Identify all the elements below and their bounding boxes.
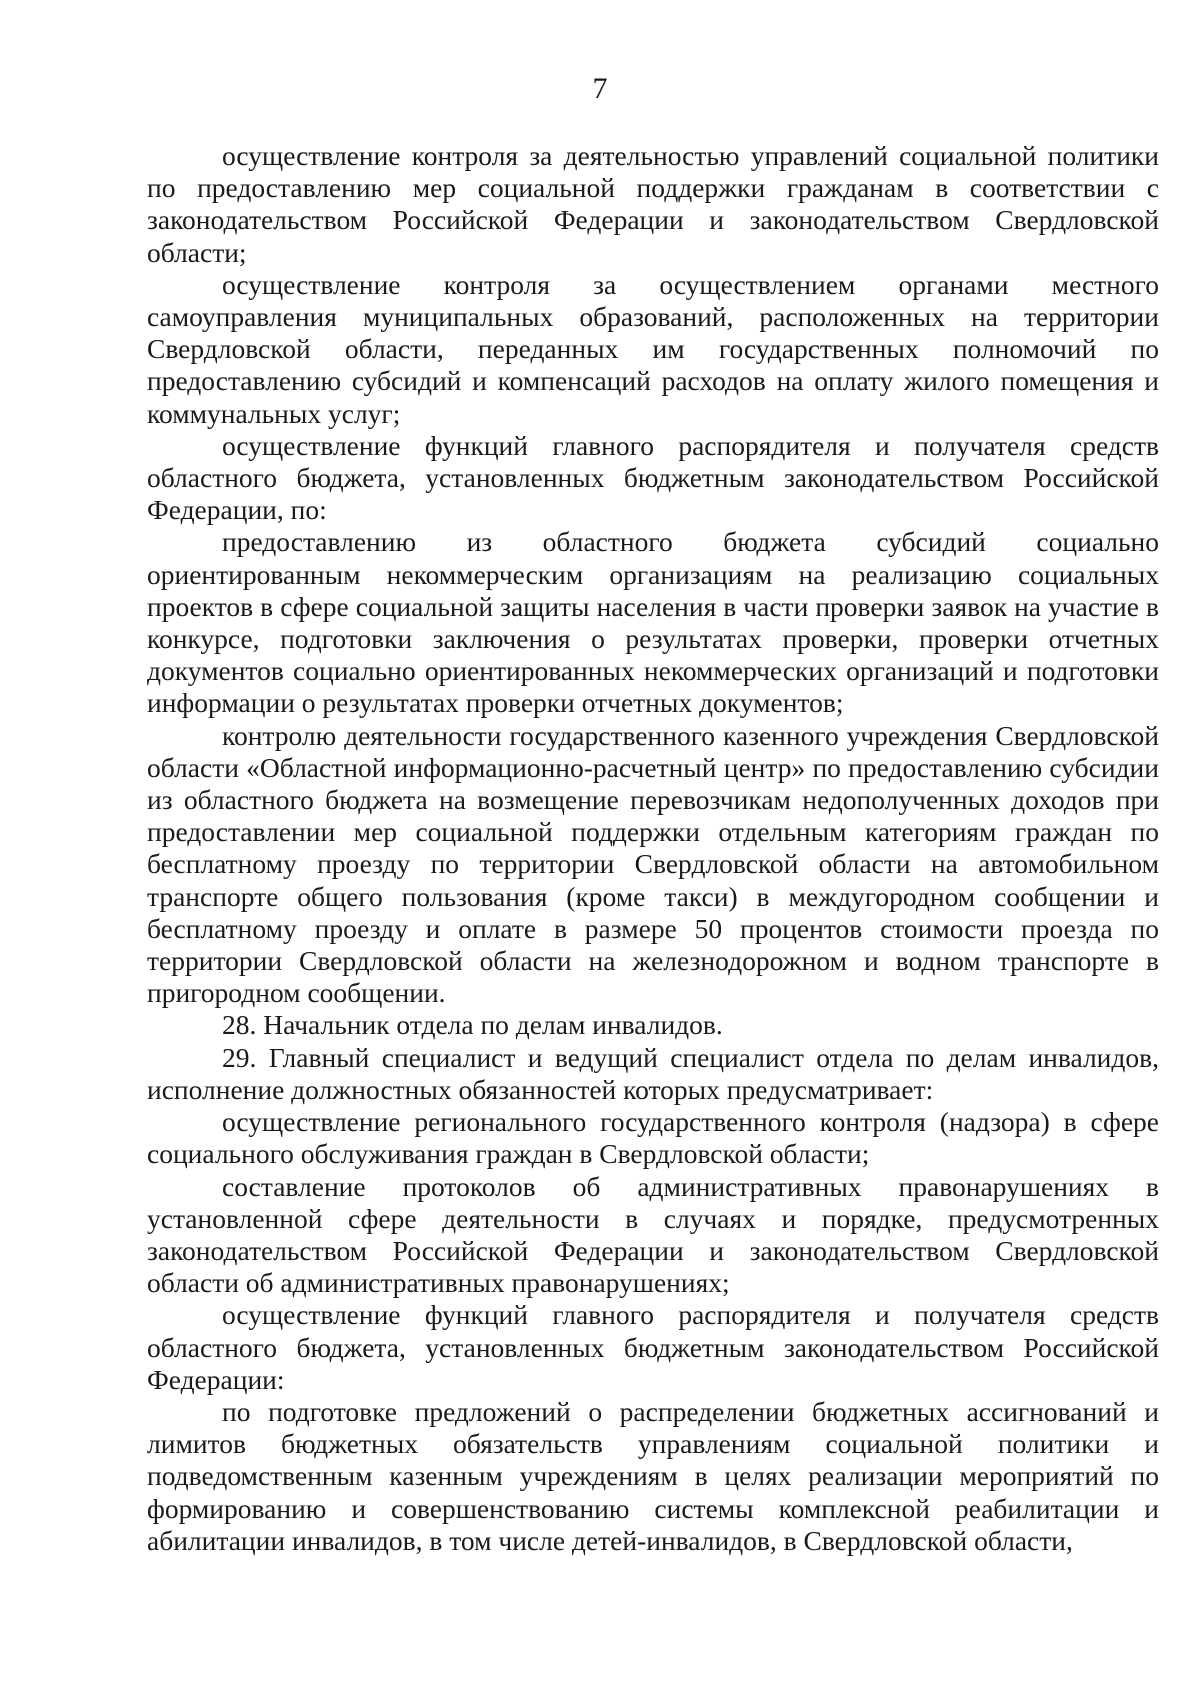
paragraph-rehabilitation: по подготовке предложений о распределении бюджетных ассигнований и лимитов бюджетных обязательств управлениям социальной политики и подведомственным казенным учреждениям в целях реализации мероприятий по формированию и совершенствованию системы комплексной реабилитации и абилитации инвалидов, в том числе детей-инвалидов, в Свердловской области, (147, 1395, 1159, 1556)
paragraph-item-29: 29. Главный специалист и ведущий специалист отдела по делам инвалидов, исполнение должностных обязанностей которых предусматривает: (147, 1041, 1159, 1105)
paragraph-control-local-government: осуществление контроля за осуществлением органами местного самоуправления муниципальных образований, расположенных на территории Свердловской области, переданных им государственных полномочий по предоставлению субсидий и компенсаций расходов на оплату жилого помещения и коммунальных услуг; (147, 268, 1159, 429)
paragraph-protocols: составление протоколов об административных правонарушениях в установленной сфере деятельности в случаях и порядке, предусмотренных законодательством Российской Федерации и законодательством Свердловской области об административных правонарушениях; (147, 1170, 1159, 1299)
paragraph-control-social-policy: осуществление контроля за деятельностью управлений социальной политики по предоставлению мер социальной поддержки гражданам в соответствии с законодательством Российской Федерации и законодательством Свердловской области; (147, 140, 1159, 268)
paragraph-subsidies-nko: предоставлению из областного бюджета субсидий социально ориентированным некоммерческим организациям на реализацию социальных проектов в сфере социальной защиты населения в части проверки заявок на участие в конкурсе, подготовки заключения о результатах проверки, проверки отчетных документов социально ориентированных некоммерческих организаций и подготовки информации о результатах проверки отчетных документов; (147, 526, 1159, 719)
paragraph-control-info-center: контролю деятельности государственного казенного учреждения Свердловской области «Областной информационно-расчетный центр» по предоставлению субсидии из областного бюджета на возмещение перевозчикам недополученных доходов при предоставлении мер социальной поддержки отдельным категориям граждан по бесплатному проезду по территории Свердловской области на автомобильном транспорте общего пользования (кроме такси) в междугородном сообщении и бесплатному проезду и оплате в размере 50 процентов стоимости проезда по территории Свердловской области на железнодорожном и водном транспорте в пригородном сообщении. (147, 719, 1159, 1009)
paragraph-budget-functions-2: осуществление функций главного распорядителя и получателя средств областного бюджета, установленных бюджетным законодательством Российской Федерации: (147, 1299, 1159, 1395)
document-body (147, 140, 1159, 1557)
paragraph-regional-control: осуществление регионального государственного контроля (надзора) в сфере социального обслуживания граждан в Свердловской области; (147, 1106, 1159, 1170)
paragraph-item-28: 28. Начальник отдела по делам инвалидов. (222, 1009, 723, 1041)
page-number: 7 (592, 72, 608, 105)
paragraph-budget-functions: осуществление функций главного распорядителя и получателя средств областного бюджета, установленных бюджетным законодательством Российской Федерации, по: (147, 429, 1159, 526)
